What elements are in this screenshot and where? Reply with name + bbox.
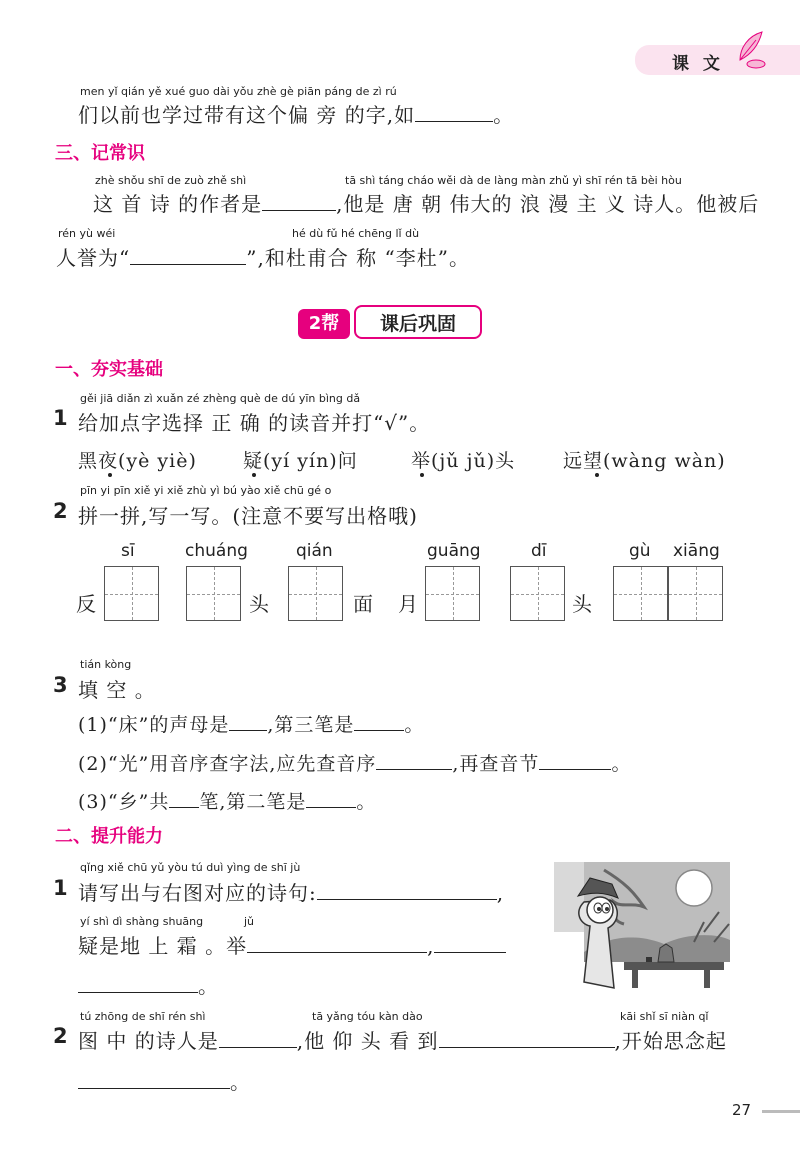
p1q1-option-3: 举(jǔ jǔ)头 — [411, 450, 516, 472]
writing-grid-di[interactable] — [510, 566, 565, 621]
p1q3-item-2: (2)“光”用音序查字法,应先查音序 ,再查音节 。 — [78, 753, 632, 775]
feather-icon — [734, 30, 770, 70]
banner-badge: 2帮 — [298, 309, 350, 339]
p1q2-number: 2 — [53, 499, 68, 523]
p1q3-pinyin: tián kòng — [80, 658, 132, 671]
p2q1-line2: 疑是地 上 霜 。举 , — [78, 930, 506, 959]
header-tab-label: 课 文 — [672, 54, 724, 74]
p2q2-pinyin-b: tā yǎng tóu kàn dào — [312, 1010, 423, 1023]
grid-pinyin-si: sī — [121, 541, 135, 561]
grid-char-yue: 月 — [398, 592, 419, 616]
grid-char-mian: 面 — [353, 592, 374, 616]
p1q3-item-1: (1)“床”的声母是 ,第三笔是 。 — [78, 714, 425, 736]
p2q1-pinyin-2: yí shì dì shàng shuāng — [80, 915, 204, 928]
p1q3-number: 3 — [53, 673, 68, 697]
p1q1-text: 给加点字选择 正 确 的读音并打“√”。 — [78, 411, 431, 435]
intro-pinyin: men yǐ qián yě xué guo dài yǒu zhè gè piān páng de zì rú — [80, 85, 397, 98]
grid-pinyin-guang: guāng — [427, 541, 481, 561]
grid-pinyin-xiang: xiāng — [673, 541, 720, 561]
p2q2-pinyin-c: kāi shǐ sī niàn qǐ — [620, 1010, 709, 1023]
intro-text: 们以前也学过带有这个偏 旁 的字,如 。 — [78, 103, 515, 127]
p1q2-text: 拼一拼,写一写。(注意不要写出格哦) — [78, 504, 418, 528]
grid-pinyin-di: dī — [531, 541, 547, 561]
grid-pinyin-gu: gù — [629, 541, 651, 561]
p1q2-pinyin: pīn yi pīn xiě yi xiě zhù yì bú yào xiě chū gé o — [80, 484, 332, 497]
p2q1-line3: 。 — [78, 970, 219, 999]
poet-moon-illustration — [554, 862, 730, 1000]
p1q1-number: 1 — [53, 406, 68, 430]
writing-grid-qian[interactable] — [288, 566, 343, 621]
p2q2-number: 2 — [53, 1024, 68, 1048]
writing-grid-chuang[interactable] — [186, 566, 241, 621]
writing-grid-guang[interactable] — [425, 566, 480, 621]
banner-title-box: 课后巩固 — [354, 305, 482, 339]
page-number: 27 — [732, 1101, 752, 1119]
p1q3-text: 填 空 。 — [78, 678, 156, 702]
p2q2-pinyin-a: tú zhōng de shī rén shì — [80, 1010, 206, 1023]
grid-char-tou-1: 头 — [249, 592, 270, 616]
writing-grid-si[interactable] — [104, 566, 159, 621]
p2q1-text: 请写出与右图对应的诗句: , — [78, 881, 505, 905]
grid-pinyin-qian: qián — [296, 541, 333, 561]
emphasis-dot — [108, 473, 112, 477]
p2q2-line2: 。 — [78, 1066, 251, 1095]
p2q1-number: 1 — [53, 876, 68, 900]
emphasis-dot — [595, 473, 599, 477]
emphasis-dot — [420, 473, 424, 477]
writing-grid-xiang[interactable] — [668, 566, 723, 621]
s3-pinyin-b: tā shì táng cháo wěi dà de làng màn zhǔ yì shī rén tā bèi hòu — [345, 174, 682, 187]
part1-title: 一、夯实基础 — [55, 359, 163, 380]
emphasis-dot — [252, 473, 256, 477]
grid-char-tou-2: 头 — [572, 592, 593, 616]
s3-pinyin-d: hé dù fǔ hé chēng lǐ dù — [292, 227, 420, 240]
p1q3-item-3: (3)“乡”共 笔,第二笔是 。 — [78, 791, 377, 813]
s3-pinyin-c: rén yù wéi — [58, 227, 116, 240]
p1q1-pinyin: gěi jiā diǎn zì xuǎn zé zhèng què de dú yīn bìng dǎ — [80, 392, 361, 405]
p2q1-pinyin: qǐng xiě chū yǔ yòu tú duì yìng de shī jù — [80, 861, 301, 874]
s3-line2: 人誉为“ ”,和杜甫合 称 “李杜”。 — [56, 246, 470, 270]
part2-title: 二、提升能力 — [55, 826, 163, 847]
page-number-rule — [762, 1110, 800, 1113]
s3-pinyin-a: zhè shǒu shī de zuò zhě shì — [95, 174, 247, 187]
s3-line1: 这 首 诗 的作者是 ,他是 唐 朝 伟大的 浪 漫 主 义 诗人。他被后 — [93, 192, 760, 216]
writing-grid-gu[interactable] — [613, 566, 668, 621]
p1q1-option-2: 疑(yí yín)问 — [243, 450, 358, 472]
section-title-3: 三、记常识 — [55, 143, 145, 164]
grid-pinyin-chuang: chuáng — [185, 541, 248, 561]
p2q2-text: 图 中 的诗人是 ,他 仰 头 看 到 ,开始思念起 — [78, 1029, 727, 1053]
p1q1-option-1: 黑夜(yè yiè) — [78, 450, 197, 472]
grid-char-fan: 反 — [76, 592, 97, 616]
p2q1-pinyin-3: jǔ — [244, 915, 255, 928]
p1q1-option-4: 远望(wàng wàn) — [563, 450, 726, 472]
